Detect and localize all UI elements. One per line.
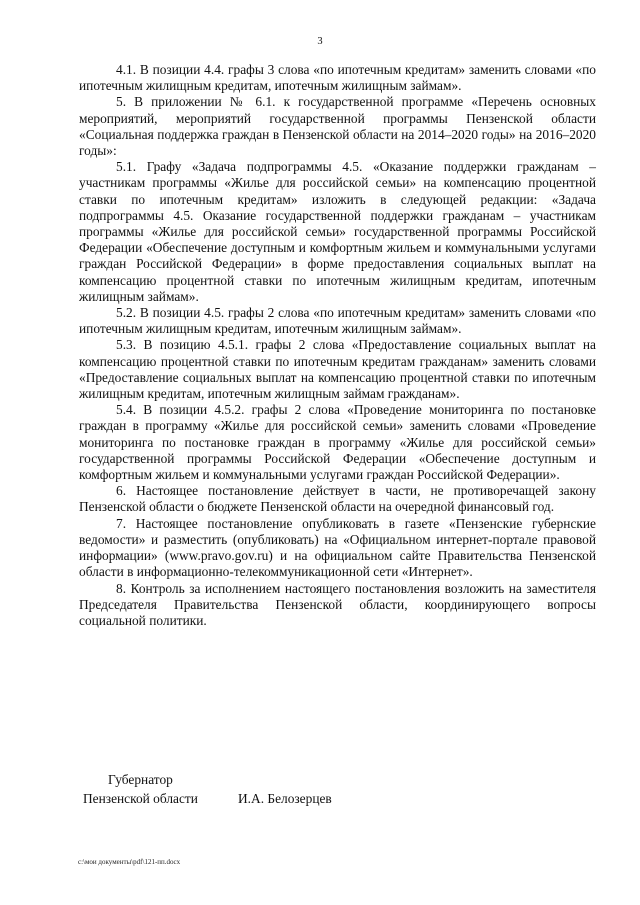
page-number: 3 (317, 36, 323, 47)
paragraph-5-1: 5.1. Графу «Задача подпрограммы 4.5. «Оказание поддержки гражданам – участникам программы «Жилье для российской семьи» на компенсацию процентной ставки по ипотечным кредитам» изложить в следующей редакции: «Задача подпрограммы 4.5. Оказание государственной поддержки гражданам – участникам программы «Жилье для российской семьи» государственной программы Российской Федерации «Обеспечение доступным и комфортным жильем и коммунальными услугами граждан Российской Федерации» в форме предоставления социальных выплат на компенсацию процентной ставки по ипотечным жилищным кредитам, ипотечным жилищным займам». (79, 159, 596, 304)
paragraph-7: 7. Настоящее постановление опубликовать в газете «Пензенские губернские ведомости» и разместить (опубликовать) на «Официальном интернет-портале правовой информации» (www.pravo.gov.ru) и на официальном сайте Правительства Пензенской области в информационно-телекоммуникационной сети «Интернет». (79, 515, 596, 580)
paragraph-6: 6. Настоящее постановление действует в части, не противоречащей закону Пензенской области о бюджете Пензенской области на очередной финансовый год. (79, 483, 596, 515)
paragraph-5-2: 5.2. В позиции 4.5. графы 2 слова «по ипотечным кредитам» заменить словами «по ипотечным жилищным кредитам, ипотечным жилищным займам». (79, 305, 596, 337)
signatory-name: И.А. Белозерцев (238, 791, 332, 806)
paragraph-5-3: 5.3. В позицию 4.5.1. графы 2 слова «Предоставление социальных выплат на компенсацию процентной ставки по ипотечным кредитам гражданам» заменить словами «Предоставление социальных выплат на компенсацию процентной ставки по ипотечным жилищным кредитам, ипотечным жилищным займам гражданам». (79, 337, 596, 402)
paragraph-5-4: 5.4. В позиции 4.5.2. графы 2 слова «Проведение мониторинга по постановке граждан в программу «Жилье для российской семьи» заменить словами «Проведение мониторинга по постановке граждан в программу «Жилье для российской семьи» государственной программы Российской Федерации «Обеспечение доступным и комфортным жильем и коммунальными услугами граждан Российской Федерации». (79, 402, 596, 483)
document-body (79, 62, 596, 629)
paragraph-5: 5. В приложении № 6.1. к государственной программе «Перечень основных мероприятий, мероприятий государственной программы Пензенской области «Социальная поддержка граждан в Пензенской области на 2014–2020 годы» на 2016–2020 годы»: (79, 94, 596, 159)
file-path-footer: c:\мои документы\pdf\121-пп.docx (78, 858, 181, 866)
signatory-region: Пензенской области (83, 791, 198, 806)
paragraph-4-1: 4.1. В позиции 4.4. графы 3 слова «по ипотечным кредитам» заменить словами «по ипотечным жилищным кредитам, ипотечным жилищным займам». (79, 62, 596, 94)
paragraph-8: 8. Контроль за исполнением настоящего постановления возложить на заместителя Председателя Правительства Пензенской области, координирующего вопросы социальной политики. (79, 580, 596, 628)
signatory-title: Губернатор (108, 772, 173, 787)
